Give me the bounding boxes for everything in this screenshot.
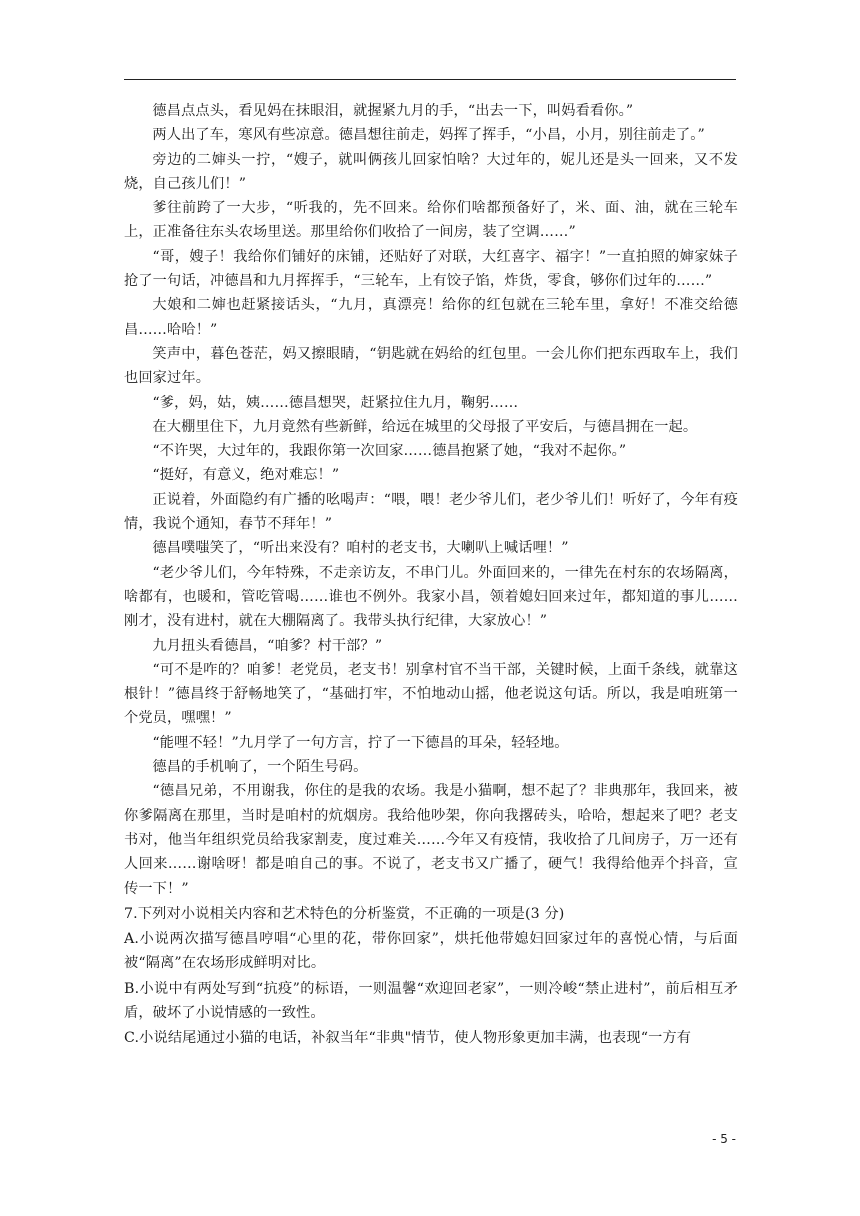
page-number: - 5 - bbox=[712, 1132, 736, 1146]
paragraph: 两人出了车，寒风有些凉意。德昌想往前走，妈挥了挥手，“小昌，小月，别往前走了。” bbox=[152, 127, 705, 144]
question-option-a: A.小说两次描写德昌哼唱“心里的花，带你回家”，烘托他带媳妇回家过年的喜悦心情，与后面被“隔离”在农场形成鲜明对比。 bbox=[124, 931, 738, 972]
paragraph: “可不是咋的？咱爹！老党员，老支书！别拿村官不当干部，关键时候，上面千条线，就靠这根针！”德昌终于舒畅地笑了，“基础打牢，不怕地动山摇，他老说这句话。所以，我是咱班第一个党员，嘿嘿！” bbox=[124, 661, 738, 727]
paragraph: “挺好，有意义，绝对难忘！” bbox=[152, 467, 340, 484]
paragraph: “爹，妈，姑，姨……德昌想哭，赶紧拉住九月，鞠躬…… bbox=[152, 394, 519, 411]
paragraph: “不许哭，大过年的，我跟你第一次回家……德昌抱紧了她，“我对不起你。” bbox=[152, 443, 627, 460]
paragraph: 在大棚里住下，九月竟然有些新鲜，给远在城里的父母报了平安后，与德昌拥在一起。 bbox=[152, 418, 698, 435]
question-option-b: B.小说中有两处写到“抗疫”的标语，一则温馨“欢迎回老家”，一则冷峻“禁止进村”，前后相互矛盾，破坏了小说情感的一致性。 bbox=[124, 980, 738, 1021]
paragraph: 大娘和二婶也赶紧接话头，“九月，真漂亮！给你的红包就在三轮车里，拿好！不准交给德昌……哈哈！” bbox=[124, 297, 738, 338]
paragraph: “哥，嫂子！我给你们铺好的床铺，还贴好了对联，大红喜字、福字！”一直拍照的婶家妹子抢了一句话，冲德昌和九月挥挥手，“三轮车，上有饺子馅，炸货，零食，够你们过年的……” bbox=[124, 248, 738, 290]
paragraph: 德昌噗嗤笑了，“听出来没有？咱村的老支书，大喇叭上喊话哩！” bbox=[152, 540, 569, 557]
paragraph: “德昌兄弟，不用谢我，你住的是我的农场。我是小猫啊，想不起了？非典那年，我回来，被你爹隔离在那里，当时是咱村的炕烟房。我给他吵架，你向我撂砖头，哈哈，想起来了吧？老支书对，他当年组织党员给我家割麦，度过难关……今年又有疫情，我收拾了几间房子，万一还有人回来……谢啥呀！都是咱自己的事。不说了，老支书又广播了，硬气！我得给他弄个抖音，宣传一下！” bbox=[124, 783, 738, 897]
paragraph: 笑声中，暮色苍茫，妈又擦眼睛，“钥匙就在妈给的红包里。一会儿你们把东西取车上，我们也回家过年。 bbox=[124, 345, 738, 387]
question-stem: 7.下列对小说相关内容和艺术特色的分析鉴赏，不正确的一项是(3 分) bbox=[124, 905, 565, 922]
paragraph: “能哩不轻！”九月学了一句方言，拧了一下德昌的耳朵，轻轻地。 bbox=[152, 734, 569, 751]
question-option-c: C.小说结尾通过小猫的电话，补叙当年“非典"情节，使人物形象更加丰满，也表现“一方有 bbox=[124, 1030, 692, 1047]
paragraph: “老少爷儿们，今年特殊，不走亲访友，不串门儿。外面回来的，一律先在村东的农场隔离，啥都有，也暖和，管吃管喝……谁也不例外。我家小昌，领着媳妇回来过年，都知道的事儿……刚才，没有进村，就在大棚隔离了。我带头执行纪律，大家放心！” bbox=[124, 564, 738, 630]
paragraph: 德昌点点头，看见妈在抹眼泪，就握紧九月的手，“出去一下，叫妈看看你。” bbox=[152, 103, 634, 119]
paragraph: 九月扭头看德昌，“咱爹？村干部？” bbox=[152, 637, 383, 654]
paragraph: 旁边的二婶头一拧，“嫂子，就叫俩孩儿回家怕啥？大过年的，妮儿还是头一回来，又不发烧，自己孩儿们！” bbox=[124, 151, 738, 192]
paragraph: 爹往前跨了一大步，“听我的，先不回来。给你们啥都预备好了，米、面、油，就在三轮车上，正准备往东头农场里送。那里给你们收拾了一间房，装了空调……” bbox=[124, 200, 738, 241]
header-rule bbox=[124, 79, 736, 80]
paragraph: 德昌的手机响了，一个陌生号码。 bbox=[152, 759, 368, 776]
paragraph: 正说着，外面隐约有广播的吆喝声：“喂，喂！老少爷儿们，老少爷儿们！听好了，今年有疫情，我说个通知，春节不拜年！” bbox=[124, 491, 738, 533]
document-body bbox=[124, 99, 738, 1051]
